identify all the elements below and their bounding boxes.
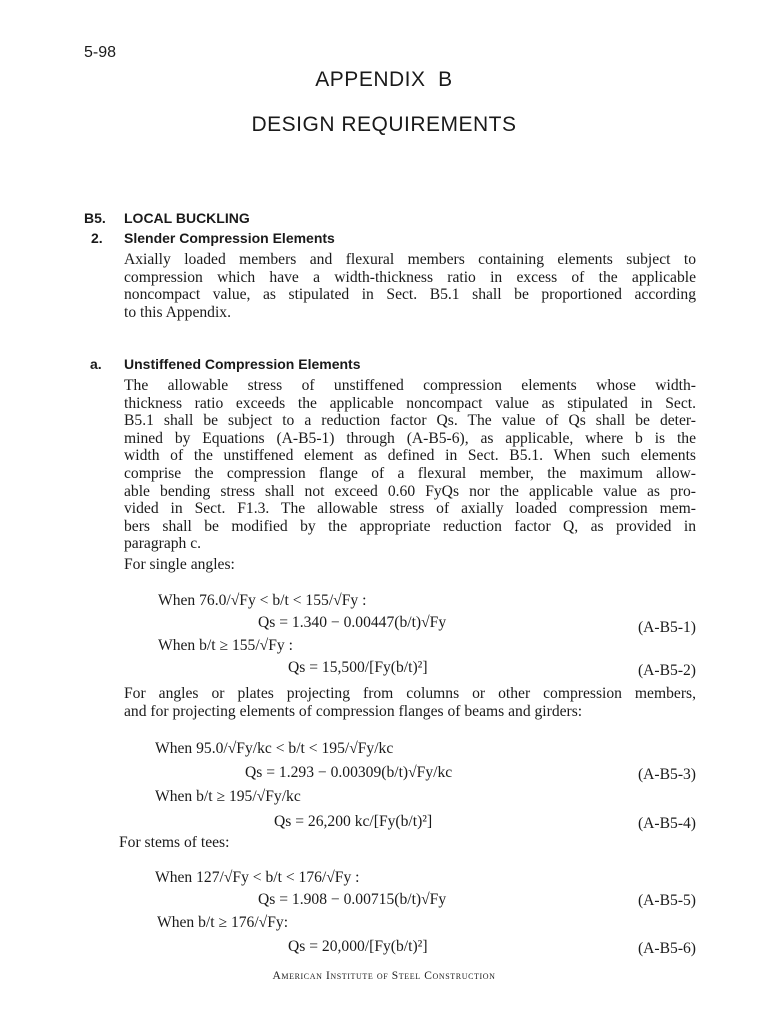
body-line: thickness ratio exceeds the applicable noncompact value as stipulated in Sect. bbox=[124, 394, 696, 412]
equation-4: Qs = 26,200 kc/[Fy(b/t)²] bbox=[274, 813, 433, 830]
condition-1: When 76.0/√Fy < b/t < 155/√Fy : bbox=[158, 592, 367, 609]
part-a-paragraph bbox=[124, 377, 696, 553]
equation-3-number: (A-B5-3) bbox=[637, 766, 696, 783]
equation-2-number: (A-B5-2) bbox=[637, 662, 696, 679]
publisher-footer: American Institute of Steel Construction bbox=[272, 970, 496, 982]
equation-5-number: (A-B5-5) bbox=[637, 892, 696, 909]
page-number: 5-98 bbox=[84, 44, 117, 61]
equation-6: Qs = 20,000/[Fy(b/t)²] bbox=[288, 938, 428, 955]
body-line: paragraph c. bbox=[124, 535, 202, 553]
intro-line: to this Appendix. bbox=[124, 303, 231, 321]
single-angles-intro: For single angles: bbox=[124, 556, 235, 573]
body-line: comprise the compression flange of a flexural member, the maximum allow- bbox=[124, 464, 696, 482]
intro-paragraph bbox=[124, 251, 696, 321]
condition-2: When b/t ≥ 155/√Fy : bbox=[158, 637, 293, 654]
tees-intro: For stems of tees: bbox=[119, 834, 230, 851]
projecting-intro-line: For angles or plates projecting from columns or other compression members, bbox=[124, 685, 696, 702]
equation-1-number: (A-B5-1) bbox=[637, 619, 696, 636]
equation-2: Qs = 15,500/[Fy(b/t)²] bbox=[288, 659, 428, 676]
part-a-title: Unstiffened Compression Elements bbox=[124, 356, 361, 372]
section-number: B5. bbox=[84, 210, 106, 226]
appendix-subtitle: DESIGN REQUIREMENTS bbox=[251, 113, 517, 136]
equation-3: Qs = 1.293 − 0.00309(b/t)√Fy/kc bbox=[245, 764, 453, 781]
part-a-label: a. bbox=[90, 356, 102, 372]
projecting-intro-line: and for projecting elements of compression flanges of beams and girders: bbox=[124, 702, 583, 720]
intro-line: noncompact value, as stipulated in Sect. B5.1 shall be proportioned according bbox=[124, 286, 696, 304]
body-line: vided in Sect. F1.3. The allowable stress of axially loaded compression mem- bbox=[124, 500, 696, 518]
intro-line: Axially loaded members and flexural members containing elements subject to bbox=[124, 251, 696, 268]
body-line: B5.1 shall be subject to a reduction factor Qs. The value of Qs shall be deter- bbox=[124, 412, 696, 430]
condition-3: When 95.0/√Fy/kc < b/t < 195/√Fy/kc bbox=[155, 740, 394, 757]
subsection-number: 2. bbox=[91, 230, 103, 246]
condition-4: When b/t ≥ 195/√Fy/kc bbox=[155, 788, 301, 805]
equation-6-number: (A-B5-6) bbox=[637, 940, 696, 957]
body-line: bers shall be modified by the appropriate reduction factor Q, as provided in bbox=[124, 517, 696, 535]
intro-line: compression which have a width-thickness ratio in excess of the applicable bbox=[124, 268, 696, 286]
body-line: able bending stress shall not exceed 0.60 FyQs nor the applicable value as pro- bbox=[124, 482, 696, 500]
equation-1: Qs = 1.340 − 0.00447(b/t)√Fy bbox=[258, 614, 447, 631]
condition-5: When 127/√Fy < b/t < 176/√Fy : bbox=[155, 869, 360, 886]
condition-6: When b/t ≥ 176/√Fy: bbox=[157, 914, 289, 931]
equation-5: Qs = 1.908 − 0.00715(b/t)√Fy bbox=[258, 891, 447, 908]
subsection-title: Slender Compression Elements bbox=[124, 230, 335, 246]
equation-4-number: (A-B5-4) bbox=[637, 815, 696, 832]
body-line: width of the unstiffened element as defined in Sect. B5.1. When such elements bbox=[124, 447, 696, 465]
body-line: The allowable stress of unstiffened compression elements whose width- bbox=[124, 377, 696, 394]
appendix-title: APPENDIX B bbox=[315, 68, 453, 91]
projecting-intro-paragraph bbox=[124, 685, 696, 720]
body-line: mined by Equations (A-B5-1) through (A-B5-6), as applicable, where b is the bbox=[124, 429, 696, 447]
section-title: LOCAL BUCKLING bbox=[124, 210, 250, 226]
